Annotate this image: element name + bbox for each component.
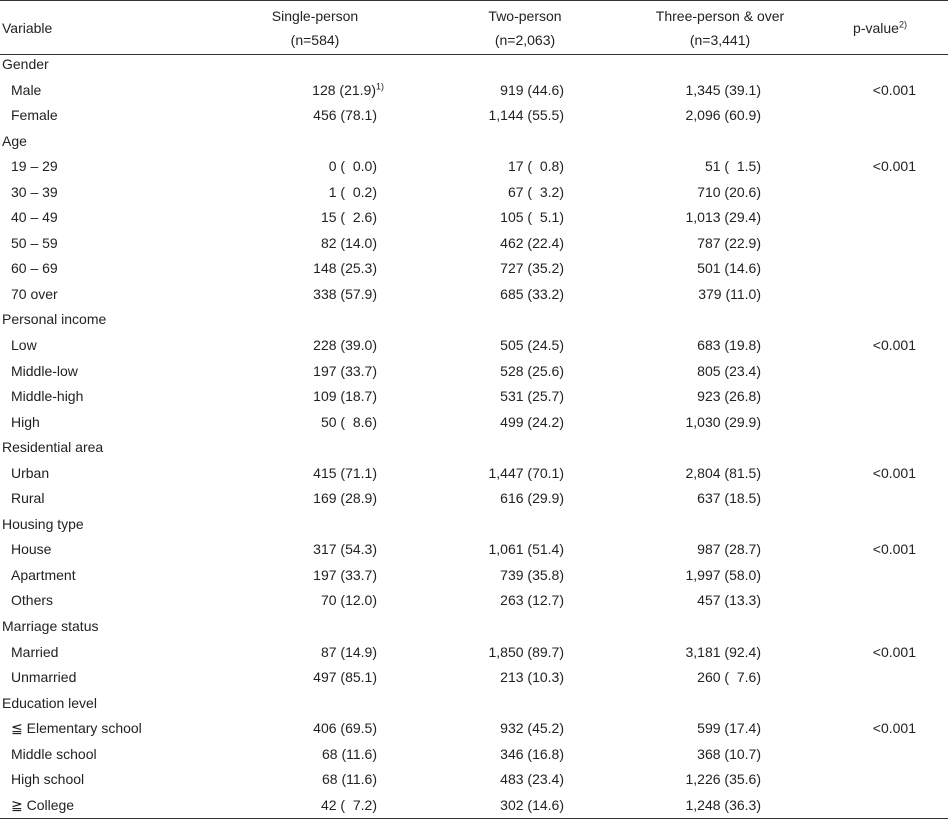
table-row	[0, 767, 948, 793]
cell-single-value: 197 (33.7)	[313, 362, 377, 379]
cell-two-person: 685 (33.2)	[500, 285, 564, 302]
cell-single-value: 50 ( 8.6)	[320, 413, 377, 430]
table-row	[0, 716, 948, 742]
category-row	[0, 614, 948, 640]
row-label: Married	[11, 643, 59, 660]
cell-single-person	[322, 767, 377, 793]
cell-single-person	[313, 384, 377, 410]
cell-three-person: 683 (19.8)	[697, 337, 761, 354]
table-row	[0, 256, 948, 282]
table-row	[0, 588, 948, 614]
row-label: 50 – 59	[11, 234, 58, 251]
table-row	[0, 410, 948, 436]
cell-two-person: 462 (22.4)	[500, 234, 564, 251]
cell-single-value: 197 (33.7)	[313, 566, 377, 583]
cell-single-person	[329, 180, 377, 206]
row-label: Urban	[11, 464, 50, 481]
cell-single-person	[321, 588, 377, 614]
footnote-marker: 1)	[375, 80, 384, 91]
category-label: Gender	[2, 56, 49, 72]
cell-single-person	[313, 563, 377, 589]
cell-two-person: 932 (45.2)	[500, 720, 564, 737]
cell-two-person: 67 ( 3.2)	[507, 183, 564, 200]
cell-two-person: 505 (24.5)	[500, 337, 564, 354]
table-row	[0, 359, 948, 385]
cell-three-person: 710 (20.6)	[697, 183, 761, 200]
table-row	[0, 205, 948, 231]
table-row	[0, 384, 948, 410]
cell-single-value: 1 ( 0.2)	[328, 183, 377, 200]
cell-three-person: 2,096 (60.9)	[685, 107, 761, 124]
cell-two-person: 302 (14.6)	[500, 796, 564, 813]
row-label: Male	[11, 81, 42, 98]
table-row	[0, 333, 948, 359]
cell-three-person: 2,804 (81.5)	[685, 464, 761, 481]
cell-two-person: 919 (44.6)	[500, 81, 564, 98]
cell-three-person: 987 (28.7)	[697, 541, 761, 558]
row-label: High school	[11, 771, 85, 788]
header-two-n: (n=2,063)	[494, 32, 556, 48]
row-label: Middle school	[11, 745, 97, 762]
cell-single-value: 68 (11.6)	[322, 745, 377, 762]
cell-three-person: 923 (26.8)	[697, 388, 761, 405]
header-two-label: Two-person	[488, 8, 562, 24]
row-label: 40 – 49	[11, 209, 58, 226]
row-label: ≧ College	[11, 796, 75, 813]
row-label: Unmarried	[11, 669, 77, 686]
cell-single-value: 148 (25.3)	[313, 260, 377, 277]
cell-single-person	[313, 537, 377, 563]
cell-three-person: 1,030 (29.9)	[685, 413, 761, 430]
cell-single-value: 70 (12.0)	[320, 592, 377, 609]
table-row	[0, 640, 948, 666]
cell-single-person	[329, 154, 377, 180]
cell-two-person: 727 (35.2)	[500, 260, 564, 277]
cell-single-value: 0 ( 0.0)	[328, 158, 377, 175]
category-row	[0, 512, 948, 538]
table-row	[0, 282, 948, 308]
cell-three-person: 1,345 (39.1)	[685, 81, 761, 98]
cell-single-person	[321, 640, 377, 666]
category-row	[0, 691, 948, 717]
cell-two-person: 483 (23.4)	[500, 771, 564, 788]
cell-single-value: 338 (57.9)	[313, 285, 377, 302]
cell-three-person: 260 ( 7.6)	[697, 669, 761, 686]
cell-three-person: 805 (23.4)	[697, 362, 761, 379]
table-body	[0, 52, 948, 818]
cell-single-value: 128 (21.9)	[312, 81, 376, 98]
header-three-label: Three-person & over	[655, 8, 785, 24]
table-row	[0, 231, 948, 257]
cell-single-person	[313, 103, 377, 129]
cell-single-value: 415 (71.1)	[313, 464, 377, 481]
row-label: 70 over	[11, 285, 58, 302]
cell-single-person	[313, 461, 377, 487]
cell-three-person: 379 (11.0)	[698, 285, 761, 302]
cell-p-value: <0.001	[872, 720, 916, 737]
header-p-label: p-value	[853, 20, 899, 36]
cell-p-value: <0.001	[872, 541, 916, 558]
table-row	[0, 461, 948, 487]
cell-two-person: 616 (29.9)	[500, 490, 564, 507]
cell-single-person	[321, 793, 377, 819]
cell-single-value: 406 (69.5)	[313, 720, 377, 737]
row-label: Rural	[11, 490, 45, 507]
cell-three-person: 501 (14.6)	[697, 260, 761, 277]
table-row	[0, 486, 948, 512]
cell-three-person: 1,997 (58.0)	[685, 566, 761, 583]
category-row	[0, 52, 948, 78]
category-label: Marriage status	[2, 618, 99, 635]
cell-single-value: 169 (28.9)	[313, 490, 377, 507]
cell-p-value: <0.001	[872, 337, 916, 354]
category-row	[0, 307, 948, 333]
cell-p-value: <0.001	[872, 158, 916, 175]
cell-two-person: 1,447 (70.1)	[488, 464, 564, 481]
cell-two-person: 739 (35.8)	[500, 566, 564, 583]
table-row	[0, 180, 948, 206]
cell-two-person: 213 (10.3)	[500, 669, 564, 686]
row-label: Apartment	[11, 566, 76, 583]
cell-single-person	[313, 359, 377, 385]
cell-single-value: 317 (54.3)	[313, 541, 377, 558]
cell-p-value: <0.001	[872, 464, 916, 481]
cell-single-value: 497 (85.1)	[313, 669, 377, 686]
table-bottom-rule	[0, 818, 948, 819]
cell-single-person	[313, 282, 377, 308]
cell-two-person: 105 ( 5.1)	[500, 209, 564, 226]
row-label: Middle-high	[11, 388, 84, 405]
cell-three-person: 1,013 (29.4)	[685, 209, 761, 226]
cell-two-person: 263 (12.7)	[500, 592, 564, 609]
table-row	[0, 154, 948, 180]
cell-single-person	[312, 78, 384, 104]
table-row	[0, 793, 948, 819]
cell-three-person: 51 ( 1.5)	[704, 158, 761, 175]
cell-single-value: 42 ( 7.2)	[320, 796, 377, 813]
category-label: Age	[2, 132, 27, 149]
cell-two-person: 1,144 (55.5)	[488, 107, 564, 124]
header-single-n: (n=584)	[290, 32, 340, 48]
cell-three-person: 1,248 (36.3)	[685, 796, 761, 813]
row-label: High	[11, 413, 40, 430]
cell-three-person: 1,226 (35.6)	[685, 771, 761, 788]
table-row	[0, 537, 948, 563]
header-three-n: (n=3,441)	[689, 32, 751, 48]
cell-single-value: 82 (14.0)	[320, 234, 377, 251]
table-row	[0, 742, 948, 768]
cell-single-person	[313, 665, 377, 691]
row-label: Middle-low	[11, 362, 78, 379]
cell-single-value: 87 (14.9)	[320, 643, 377, 660]
cell-single-person	[313, 333, 377, 359]
cell-three-person: 637 (18.5)	[697, 490, 761, 507]
cell-single-person	[321, 410, 377, 436]
table-row	[0, 103, 948, 129]
category-label: Housing type	[2, 515, 84, 532]
cell-single-value: 68 (11.6)	[322, 771, 377, 788]
cell-two-person: 17 ( 0.8)	[507, 158, 564, 175]
header-single-label: Single-person	[271, 8, 359, 24]
cell-two-person: 1,850 (89.7)	[488, 643, 564, 660]
cell-p-value: <0.001	[872, 643, 916, 660]
cell-single-value: 228 (39.0)	[313, 337, 377, 354]
cell-single-person	[322, 742, 377, 768]
header-p-value	[820, 4, 940, 52]
cell-single-person	[313, 256, 377, 282]
category-label: Residential area	[2, 439, 104, 456]
cell-single-person	[313, 486, 377, 512]
cell-two-person: 1,061 (51.4)	[488, 541, 564, 558]
cell-single-person	[313, 716, 377, 742]
cell-three-person: 368 (10.7)	[697, 745, 761, 762]
header-variable	[2, 4, 122, 52]
header-three-person	[640, 4, 800, 52]
cell-single-value: 456 (78.1)	[313, 107, 377, 124]
cell-three-person: 3,181 (92.4)	[685, 643, 761, 660]
cell-single-value: 15 ( 2.6)	[320, 209, 377, 226]
cell-three-person: 787 (22.9)	[697, 234, 761, 251]
row-label: 19 – 29	[11, 158, 58, 175]
cell-three-person: 457 (13.3)	[697, 592, 761, 609]
cell-two-person: 528 (25.6)	[500, 362, 564, 379]
row-label: Female	[11, 107, 58, 124]
table-row	[0, 78, 948, 104]
table-row	[0, 563, 948, 589]
cell-single-person	[321, 205, 377, 231]
row-label: 30 – 39	[11, 183, 58, 200]
cell-single-value: 109 (18.7)	[313, 388, 377, 405]
header-variable-label: Variable	[2, 20, 53, 36]
row-label: House	[11, 541, 52, 558]
cell-two-person: 499 (24.2)	[500, 413, 564, 430]
row-label: 60 – 69	[11, 260, 58, 277]
table-row	[0, 665, 948, 691]
cell-p-value: <0.001	[872, 81, 916, 98]
row-label: ≦ Elementary school	[11, 720, 142, 737]
cell-two-person: 346 (16.8)	[500, 745, 564, 762]
table-top-rule	[0, 0, 948, 1]
header-two-person	[460, 4, 590, 52]
cell-three-person: 599 (17.4)	[697, 720, 761, 737]
category-row	[0, 435, 948, 461]
category-label: Education level	[2, 694, 97, 711]
cell-single-person	[321, 231, 377, 257]
cell-two-person: 531 (25.7)	[500, 388, 564, 405]
header-p-footnote: 2)	[898, 19, 907, 30]
category-row	[0, 129, 948, 155]
row-label: Low	[11, 337, 37, 354]
header-single-person	[250, 4, 380, 52]
row-label: Others	[11, 592, 54, 609]
category-label: Personal income	[2, 311, 107, 328]
